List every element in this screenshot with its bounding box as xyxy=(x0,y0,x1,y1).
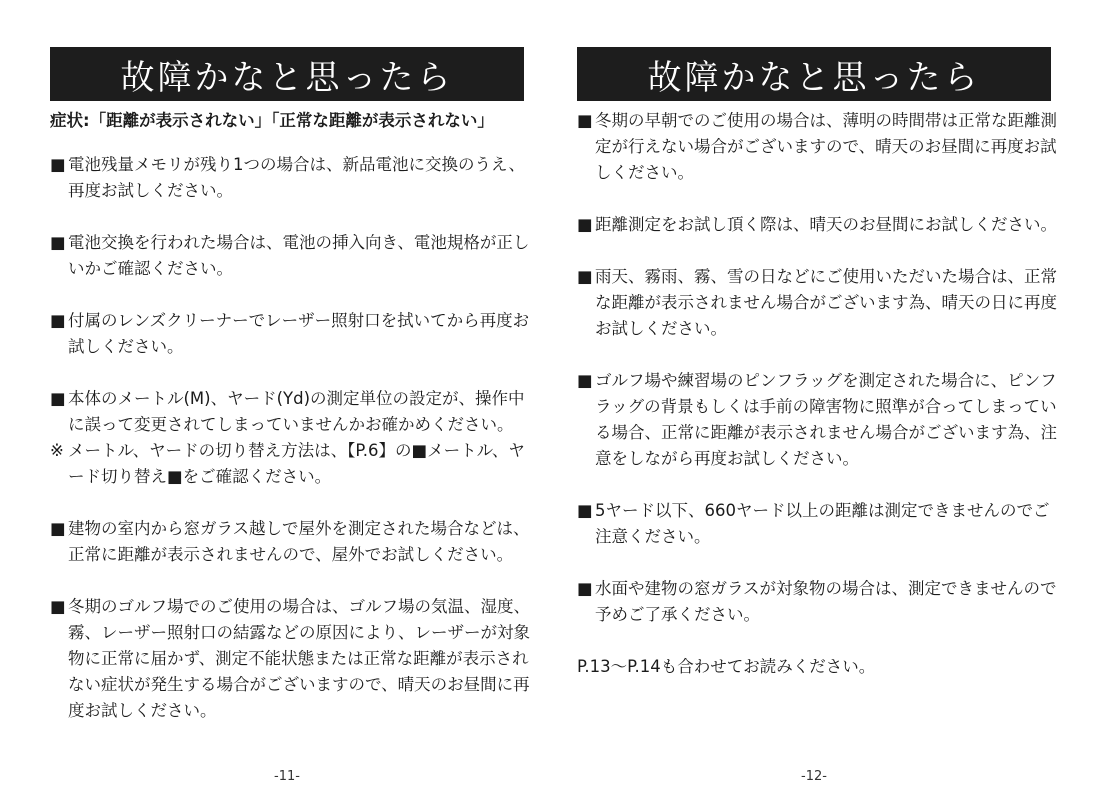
page-right xyxy=(577,0,1057,804)
list-item xyxy=(577,368,1057,472)
list-item xyxy=(577,498,1057,550)
symptom-heading: 症状:「距離が表示されない」「正常な距離が表示されない」 xyxy=(50,111,494,130)
list-item xyxy=(50,594,530,724)
page-title: 故障かなと思ったら xyxy=(577,47,1051,101)
note-text: メートル、ヤードの切り替え方法は、【P.6】の■メートル、ヤード切り替え■をご確認ください。 xyxy=(68,441,525,486)
list-item-text: 距離測定をお試し頂く際は、晴天のお昼間にお試しください。 xyxy=(595,215,1057,234)
note-item xyxy=(50,438,530,490)
reference-note: P.13〜P.14も合わせてお読みください。 xyxy=(577,657,876,676)
list-item xyxy=(577,212,1057,238)
list-item xyxy=(50,230,530,282)
list-item-text: 電池残量メモリが残り1つの場合は、新品電池に交換のうえ、再度お試しください。 xyxy=(68,155,525,200)
note-mark: ※ xyxy=(50,441,64,460)
square-bullet: ■ xyxy=(577,371,593,390)
list-item-text: 5ヤード以下、660ヤード以上の距離は測定できませんのでご注意ください。 xyxy=(595,501,1050,546)
list-item-text: 本体のメートル(M)、ヤード(Yd)の測定単位の設定が、操作中に誤って変更されてしまっていませんかお確かめください。 xyxy=(68,389,525,434)
page-number: -11- xyxy=(274,769,300,784)
list-item xyxy=(50,308,530,360)
square-bullet: ■ xyxy=(577,267,593,286)
square-bullet: ■ xyxy=(577,579,593,598)
list-item-text: 冬期のゴルフ場でのご使用の場合は、ゴルフ場の気温、湿度、霧、レーザー照射口の結露などの原因により、レーザーが対象物に正常に届かず、測定不能状態または正常な距離が表示されない症状が発生する場合がございますので、晴天のお昼間に再度お試しください。 xyxy=(68,597,530,720)
square-bullet: ■ xyxy=(50,155,66,174)
list-item-text: 電池交換を行われた場合は、電池の挿入向き、電池規格が正しいかご確認ください。 xyxy=(68,233,530,278)
list-item-text: 冬期の早朝でのご使用の場合は、薄明の時間帯は正常な距離測定が行えない場合がございますので、晴天のお昼間に再度お試しください。 xyxy=(595,111,1057,182)
list-item-text: ゴルフ場や練習場のピンフラッグを測定された場合に、ピンフラッグの背景もしくは手前の障害物に照準が合ってしまっている場合、正常に距離が表示されません場合がございます為、注意をしながら再度お試しください。 xyxy=(595,371,1057,468)
square-bullet: ■ xyxy=(50,389,66,408)
page-title: 故障かなと思ったら xyxy=(50,47,524,101)
page-number: -12- xyxy=(801,769,827,784)
list-item xyxy=(577,108,1057,186)
list-item xyxy=(50,386,530,438)
page-content xyxy=(577,108,1057,680)
list-item-text: 建物の室内から窓ガラス越しで屋外を測定された場合などは、正常に距離が表示されませんので、屋外でお試しください。 xyxy=(68,519,530,564)
page-content xyxy=(50,108,530,750)
square-bullet: ■ xyxy=(577,111,593,130)
square-bullet: ■ xyxy=(50,233,66,252)
list-item-text: 水面や建物の窓ガラスが対象物の場合は、測定できませんので予めご了承ください。 xyxy=(595,579,1057,624)
list-item-text: 雨天、霧雨、霧、雪の日などにご使用いただいた場合は、正常な距離が表示されません場合がございます為、晴天の日に再度お試しください。 xyxy=(595,267,1057,338)
list-item xyxy=(50,516,530,568)
list-item-text: 付属のレンズクリーナーでレーザー照射口を拭いてから再度お試しください。 xyxy=(68,311,530,356)
list-item xyxy=(50,152,530,204)
list-item xyxy=(577,576,1057,628)
square-bullet: ■ xyxy=(50,597,66,616)
square-bullet: ■ xyxy=(577,501,593,520)
square-bullet: ■ xyxy=(50,311,66,330)
list-item xyxy=(577,264,1057,342)
square-bullet: ■ xyxy=(50,519,66,538)
page-left xyxy=(50,0,530,804)
square-bullet: ■ xyxy=(577,215,593,234)
